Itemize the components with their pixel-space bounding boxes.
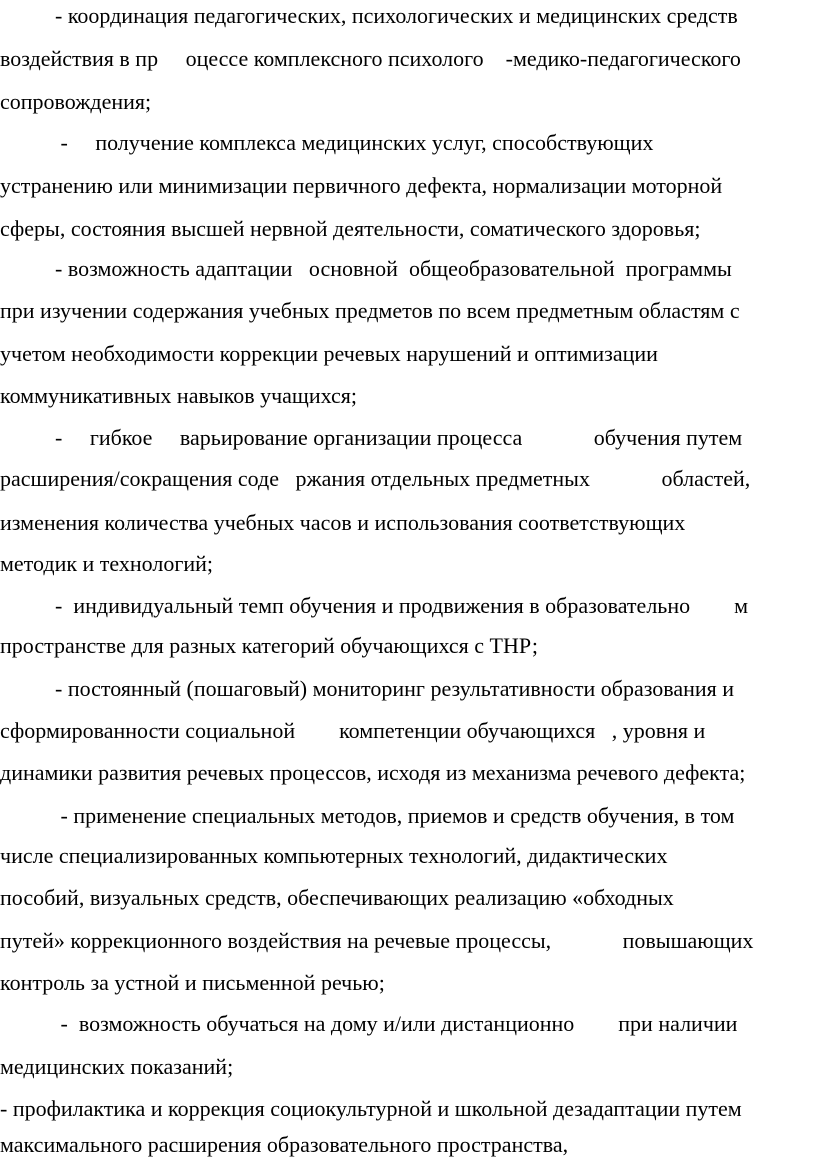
- text-line: при изучении содержания учебных предметов по всем предметным областям с: [0, 298, 740, 323]
- text-line: - возможность обучаться на дому и/или дистанционно при наличии: [0, 1011, 738, 1036]
- text-line: - гибкое варьирование организации процесса обучения путем: [0, 425, 743, 450]
- text-line: числе специализированных компьютерных технологий, дидактических: [0, 843, 668, 868]
- text-line: сформированности социальной компетенции обучающихся , уровня и: [0, 718, 706, 743]
- text-line: - применение специальных методов, приемов и средств обучения, в том: [0, 803, 735, 828]
- text-line: коммуникативных навыков учащихся;: [0, 383, 357, 408]
- text-line: расширения/сокращения соде ржания отдельных предметных областей,: [0, 466, 751, 491]
- text-line: максимального расширения образовательного пространства,: [0, 1132, 569, 1157]
- text-line: контроль за устной и письменной речью;: [0, 970, 385, 995]
- text-line: - постоянный (пошаговый) мониторинг результативности образования и: [0, 676, 735, 701]
- text-line: изменения количества учебных часов и использования соответствующих: [0, 510, 686, 535]
- text-line: учетом необходимости коррекции речевых нарушений и оптимизации: [0, 341, 658, 366]
- text-line: воздействия в пр оцессе комплексного психолого -медико-педагогического: [0, 46, 741, 71]
- text-line: - индивидуальный темп обучения и продвижения в образовательно м: [0, 593, 749, 618]
- text-line: медицинских показаний;: [0, 1054, 234, 1079]
- text-line: пособий, визуальных средств, обеспечивающих реализацию «обходных: [0, 885, 674, 910]
- text-line: - профилактика и коррекция социокультурной и школьной дезадаптации путем: [0, 1096, 742, 1121]
- text-line: пространстве для разных категорий обучающихся с ТНР;: [0, 633, 539, 658]
- text-line: - координация педагогических, психологических и медицинских средств: [0, 3, 738, 28]
- text-line: сферы, состояния высшей нервной деятельности, соматического здоровья;: [0, 216, 701, 241]
- text-line: устранению или минимизации первичного дефекта, нормализации моторной: [0, 173, 723, 198]
- text-line: динамики развития речевых процессов, исходя из механизма речевого дефекта;: [0, 760, 746, 785]
- text-line: - возможность адаптации основной общеобразовательной программы: [0, 256, 732, 281]
- text-line: - получение комплекса медицинских услуг, способствующих: [0, 130, 654, 155]
- text-line: путей» коррекционного воздействия на речевые процессы, повышающих: [0, 928, 754, 953]
- text-line: методик и технологий;: [0, 551, 214, 576]
- text-line: сопровождения;: [0, 89, 152, 114]
